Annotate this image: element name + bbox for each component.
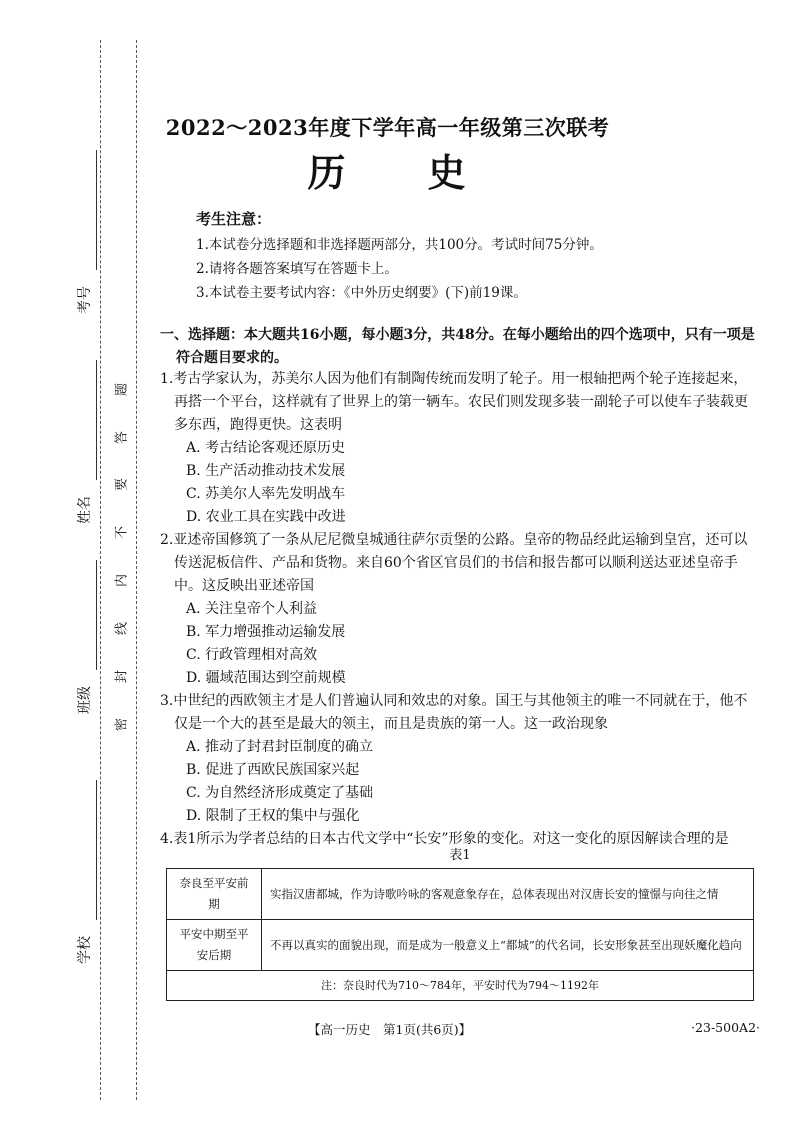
section-line-1: 一、选择题：本大题共16小题，每小题3分，共48分。在每小题给出的四个选项中，只有一项是 [160,327,755,343]
school-field[interactable] [58,780,104,970]
question-3 [160,690,760,828]
school-underline [96,780,97,920]
class-label: 班级 [77,686,93,714]
seal-char: 密 [114,718,130,732]
binding-margin [0,0,140,1123]
question-stem: 2.亚述帝国修筑了一条从尼尼微皇城通往萨尔贡堡的公路。皇帝的物品经此运输到皇宫，还可以传送泥板信件、产品和货物。来自60个省区官员们的书信和报告都可以顺利送达亚述皇帝手中。这反映出亚述帝国 [160,532,748,594]
school-label: 学校 [77,936,93,964]
footer-page-info: 【高一历史 第1页(共6页)】 [308,1022,472,1037]
section-heading [160,324,760,370]
seal-char: 内 [114,574,130,588]
subject-title: 历 史 [307,151,468,195]
exam-number-field[interactable] [58,150,104,330]
section-line-2: 符合题目要求的。 [176,350,288,366]
option-a: A. 推动了封君封臣制度的确立 [186,739,374,755]
option-a: A. 考古结论客观还原历史 [186,440,346,456]
option-d: D. 农业工具在实践中改进 [186,509,346,525]
seal-char: 题 [114,383,130,397]
table-caption: 表1 [449,848,471,863]
table-cell-era: 平安中期至平安后期 [167,920,262,971]
table-cell-desc: 实指汉唐都城，作为诗歌吟咏的客观意象存在，总体表现出对汉唐长安的憧憬与向往之情 [262,869,754,920]
option-a: A. 关注皇帝个人利益 [186,601,318,617]
seal-char: 线 [114,622,130,636]
class-underline [96,560,97,670]
option-c: C. 苏美尔人率先发明战车 [186,486,346,502]
notice-heading: 考生注意： [196,210,272,228]
option-b: B. 军力增强推动运输发展 [186,624,346,640]
seal-char: 答 [114,431,130,445]
seal-char: 不 [114,526,130,540]
option-b: B. 促进了西欧民族国家兴起 [186,762,360,778]
question-stem: 4.表1所示为学者总结的日本古代文学中“长安”形象的变化。对这一变化的原因解读合理的是 [160,831,729,847]
table-row [167,869,754,920]
seal-char: 封 [114,670,130,684]
question-stem: 3.中世纪的西欧领主才是人们普遍认同和效忠的对象。国王与其他领主的唯一不同就在于，他不仅是一个大的甚至是最大的领主，而且是贵族的第一人。这一政治现象 [160,693,748,732]
question-stem: 1.考古学家认为，苏美尔人因为他们有制陶传统而发明了轮子。用一根轴把两个轮子连接起来，再搭一个平台，这样就有了世界上的第一辆车。农民们则发现多装一副轮子可以使车子装载更多东西，跑得更快。这表明 [160,371,748,433]
name-underline [96,360,97,480]
notice-item: 1.本试卷分选择题和非选择题两部分，共100分。考试时间75分钟。 [196,237,603,253]
option-b: B. 生产活动推动技术发展 [186,463,346,479]
footer-code: ·23-500A2· [691,1020,760,1035]
option-d: D. 限制了王权的集中与强化 [186,808,360,824]
exam-number-label: 考号 [77,286,93,314]
table-note: 注：奈良时代为710～784年，平安时代为794～1192年 [167,971,754,1001]
option-c: C. 为自然经济形成奠定了基础 [186,785,374,801]
notice-item: 3.本试卷主要考试内容：《中外历史纲要》(下)前19课。 [196,285,527,301]
name-field[interactable] [58,360,104,540]
question-1 [160,368,760,529]
table-1 [166,868,754,1001]
option-c: C. 行政管理相对高效 [186,647,318,663]
binding-dashed-line-inner [136,40,137,1100]
table-cell-era: 奈良至平安前期 [167,869,262,920]
table-cell-desc: 不再以真实的面貌出现，而是成为一般意义上“都城”的代名词，长安形象甚至出现妖魔化趋向 [262,920,754,971]
table-note-row [167,971,754,1001]
name-label: 姓名 [77,496,93,524]
question-list [160,368,760,851]
notice-list [196,233,603,305]
seal-char: 要 [114,478,130,492]
exam-number-underline [96,150,97,270]
question-2 [160,529,760,690]
option-d: D. 疆域范围达到空前规模 [186,670,346,686]
class-field[interactable] [58,560,104,720]
table-row [167,920,754,971]
exam-title: 2022～2023年度下学年高一年级第三次联考 [165,115,610,140]
notice-item: 2.请将各题答案填写在答题卡上。 [196,261,398,277]
